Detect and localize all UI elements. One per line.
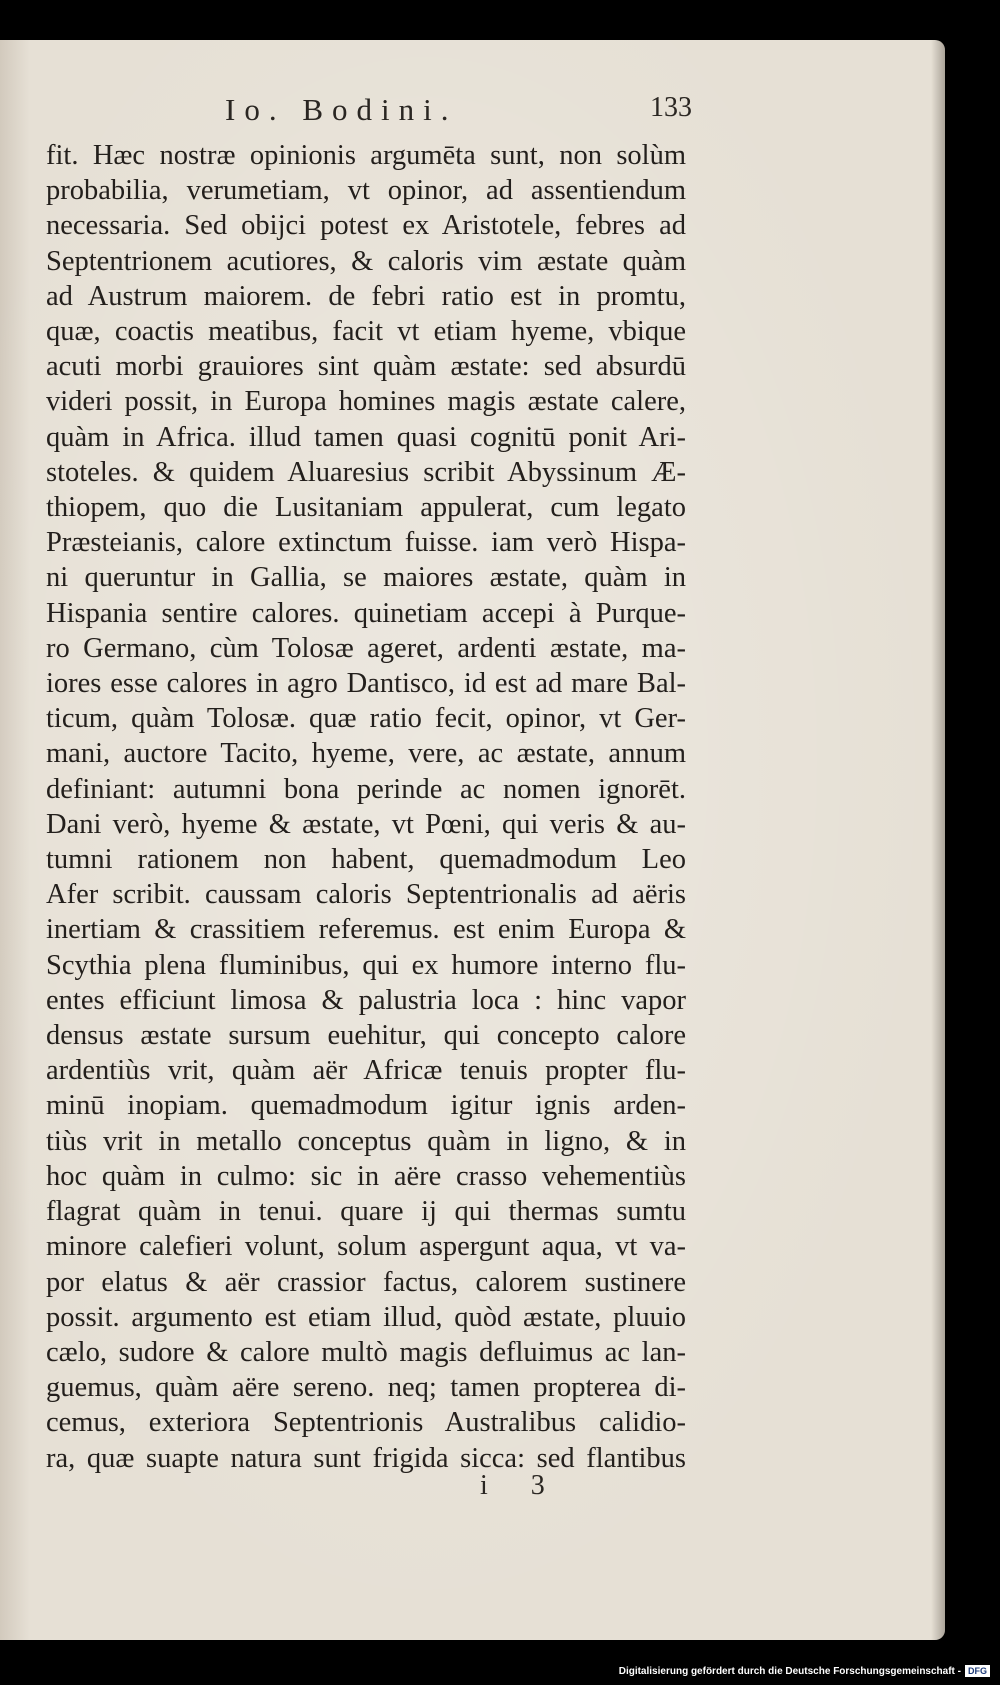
text-line: minore calefieri volunt, solum aspergunt aqua, vt va- bbox=[46, 1231, 686, 1263]
text-line: ni queruntur in Gallia, se maiores æstate, quàm in bbox=[46, 562, 686, 594]
text-line: Præsteianis, calore extinctum fuisse. iam verò Hispa- bbox=[46, 527, 686, 559]
text-line: acuti morbi grauiores sint quàm æstate: sed absurdū bbox=[46, 351, 686, 383]
credit-text: Digitalisierung gefördert durch die Deutsche Forschungsgemeinschaft - bbox=[618, 1665, 961, 1677]
text-line: Afer scribit. caussam caloris Septentrionalis ad aëris bbox=[46, 879, 686, 911]
text-line: ardentiùs vrit, quàm aër Africæ tenuis propter flu- bbox=[46, 1055, 686, 1087]
text-line: Septentrionem acutiores, & caloris vim æstate quàm bbox=[46, 245, 686, 277]
book-page bbox=[0, 40, 945, 1640]
text-line: Scythia plena fluminibus, qui ex humore interno flu- bbox=[46, 949, 686, 981]
text-line: quæ, coactis meatibus, facit vt etiam hyeme, vbique bbox=[46, 316, 686, 348]
text-line: flagrat quàm in tenui. quare ij qui thermas sumtu bbox=[46, 1196, 686, 1228]
text-line: hoc quàm in culmo: sic in aëre crasso vehementiùs bbox=[46, 1160, 686, 1192]
text-line: tumni rationem non habent, quemadmodum Leo bbox=[46, 844, 686, 876]
text-line: guemus, quàm aëre sereno. neq; tamen propterea di- bbox=[46, 1372, 686, 1404]
text-line: densus æstate sursum euehitur, qui concepto calore bbox=[46, 1020, 686, 1052]
text-line: fit. Hæc nostræ opinionis argumēta sunt, non solùm bbox=[46, 140, 686, 171]
text-line: ra, quæ suapte natura sunt frigida sicca: sed flantibus bbox=[46, 1442, 686, 1474]
text-line: Hispania sentire calores. quinetiam accepi à Purque- bbox=[46, 597, 686, 629]
text-line: necessaria. Sed obijci potest ex Aristotele, febres ad bbox=[46, 210, 686, 242]
text-line: entes efficiunt limosa & palustria loca : hinc vapor bbox=[46, 984, 686, 1016]
text-line: por elatus & aër crassior factus, calorem sustinere bbox=[46, 1266, 686, 1298]
text-line: thiopem, quo die Lusitaniam appulerat, cum legato bbox=[46, 492, 686, 524]
digitization-credit bbox=[619, 1665, 990, 1677]
text-line: ro Germano, cùm Tolosæ ageret, ardenti æstate, ma- bbox=[46, 632, 686, 664]
text-line: cemus, exteriora Septentrionis Australibus calidio- bbox=[46, 1407, 686, 1439]
text-line: tiùs vrit in metallo conceptus quàm in ligno, & in bbox=[46, 1125, 686, 1157]
text-line: ticum, quàm Tolosæ. quæ ratio fecit, opinor, vt Ger- bbox=[46, 703, 686, 735]
text-line: ad Austrum maiorem. de febri ratio est in promtu, bbox=[46, 280, 686, 312]
body-text bbox=[46, 138, 686, 1476]
text-line: probabilia, verumetiam, vt opinor, ad assentiendum bbox=[46, 175, 686, 207]
dfg-logo: DFG bbox=[965, 1665, 990, 1677]
text-line: cælo, sudore & calore multò magis defluimus ac lan- bbox=[46, 1336, 686, 1368]
text-line: quàm in Africa. illud tamen quasi cognitū ponit Ari- bbox=[46, 421, 686, 453]
text-line: minū inopiam. quemadmodum igitur ignis arden- bbox=[46, 1090, 686, 1122]
text-line: definiant: autumni bona perinde ac nomen ignorēt. bbox=[46, 773, 686, 805]
text-line: Dani verò, hyeme & æstate, vt Pœni, qui veris & au- bbox=[46, 808, 686, 840]
text-line: iores esse calores in agro Dantisco, id est ad mare Bal- bbox=[46, 668, 686, 700]
text-line: videri possit, in Europa homines magis æstate calere, bbox=[46, 386, 686, 418]
text-line: possit. argumento est etiam illud, quòd æstate, pluuio bbox=[46, 1301, 686, 1333]
text-line: mani, auctore Tacito, hyeme, vere, ac æstate, annum bbox=[46, 738, 686, 770]
text-line: stoteles. & quidem Aluaresius scribit Abyssinum Æ- bbox=[46, 456, 686, 488]
page-number: 133 bbox=[650, 92, 692, 123]
signature-mark: i 3 bbox=[480, 1470, 563, 1501]
running-head: Io. Bodini. bbox=[225, 92, 458, 127]
text-line: inertiam & crassitiem referemus. est enim Europa & bbox=[46, 914, 686, 946]
